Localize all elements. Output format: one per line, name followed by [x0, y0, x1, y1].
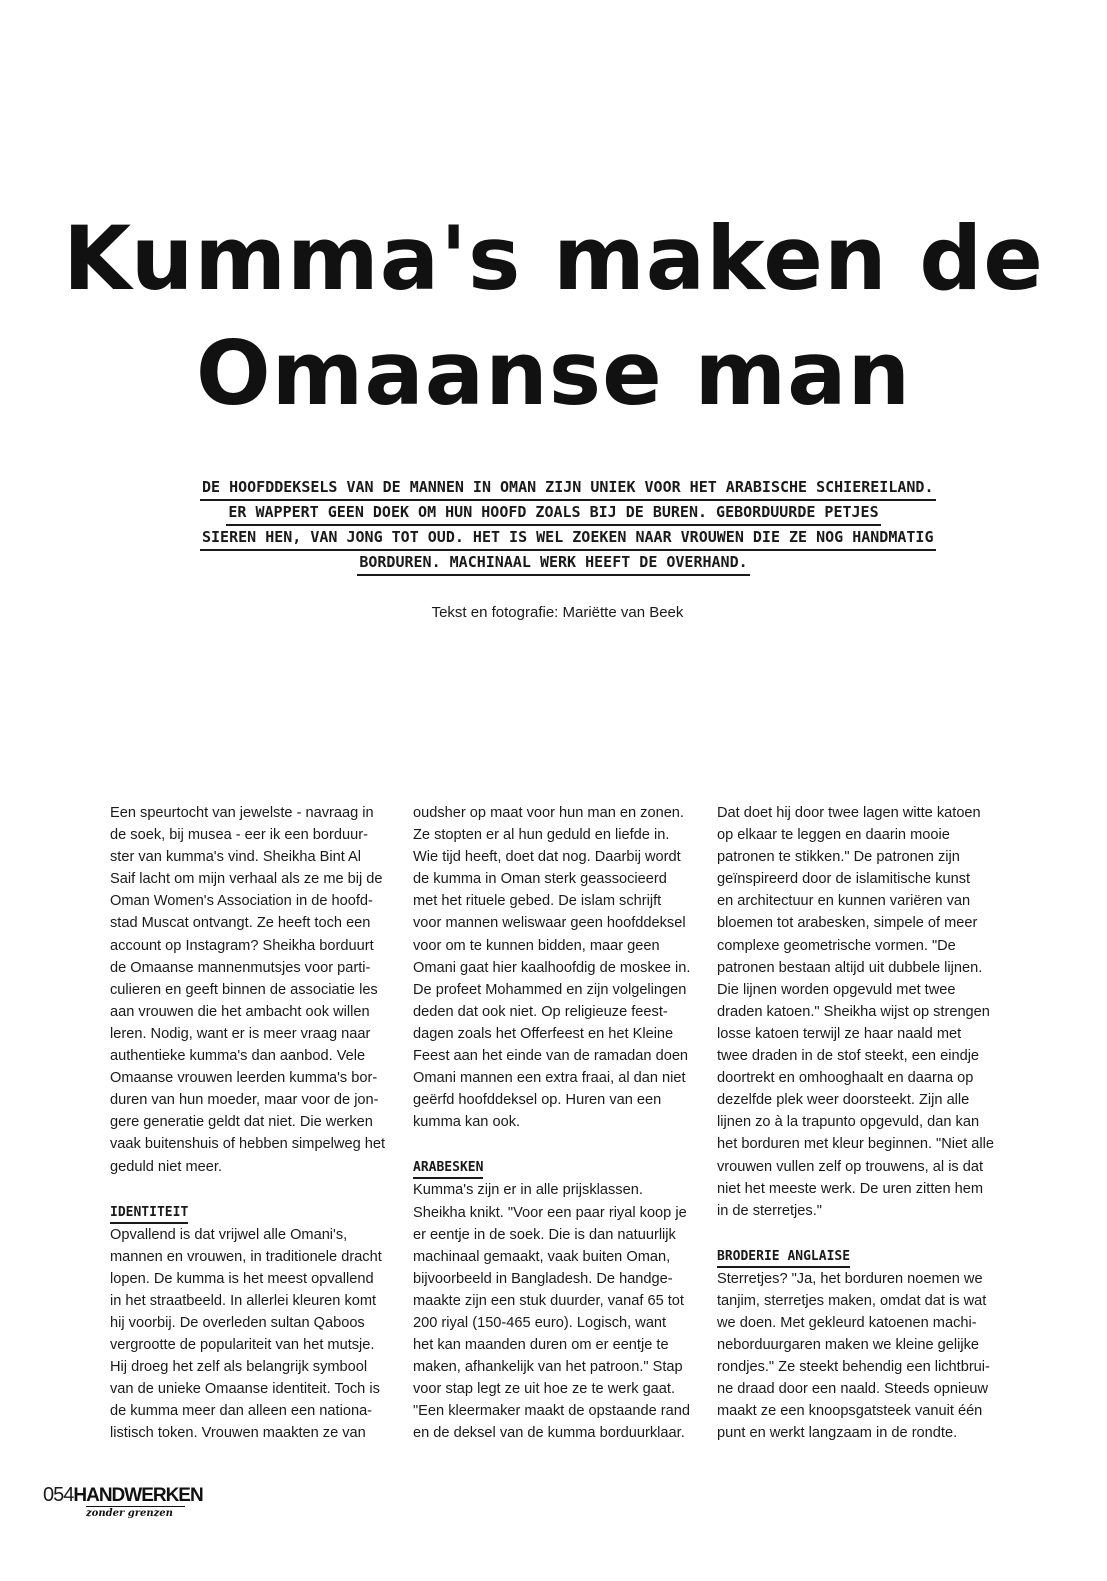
section-heading: IDENTITEIT: [110, 1203, 188, 1224]
text-line: lijnen zo à la trapunto opgevuld, dan kan: [717, 1114, 980, 1131]
text-line: ster van kumma's vind. Sheikha Bint Al: [110, 849, 361, 866]
text-line: Opvallend is dat vrijwel alle Omani's,: [110, 1226, 348, 1243]
text-line: Wie tijd heeft, doet dat nog. Daarbij wordt: [413, 849, 681, 866]
text-line: kumma kan ook.: [413, 1114, 521, 1131]
text-column-2: [413, 802, 698, 1445]
text-line: patronen bestaan altijd uit dubbele lijnen.: [717, 959, 983, 976]
text-line: Omani gaat hier kaalhoofdig de moskee in.: [413, 959, 691, 976]
text-line: Feest aan het einde van de ramadan doen: [413, 1048, 689, 1065]
lead-line: BORDUREN. MACHINAAL WERK HEEFT DE OVERHAND.: [357, 551, 749, 576]
text-line: geërfd hoofddeksel op. Huren van een: [413, 1092, 662, 1109]
text-line: vrouwen vullen zelf op trouwens, al is dat: [717, 1158, 984, 1175]
text-line: het borduren met kleur beginnen. "Niet alle: [717, 1136, 994, 1153]
text-line: aan vrouwen die het ambacht ook willen: [110, 1003, 370, 1020]
magazine-brand: HANDWERKEN: [73, 1485, 203, 1506]
text-line: Hij droeg het zelf als belangrijk symbool: [110, 1359, 368, 1376]
article-title-line-2: Omaanse man: [195, 322, 912, 425]
text-line: voor om te kunnen bidden, maar geen: [413, 937, 660, 954]
text-line: doortrekt en omhooghaalt en daarna op: [717, 1070, 974, 1087]
lead-line: DE HOOFDDEKSELS VAN DE MANNEN IN OMAN ZIJN UNIEK VOOR HET ARABISCHE SCHIEREILAND.: [200, 476, 936, 501]
text-line: maakt ze een knoopsgatsteek vanuit één: [717, 1403, 983, 1420]
section-heading: ARABESKEN: [413, 1158, 483, 1179]
text-line: complexe geometrische vormen. "De: [717, 937, 956, 954]
text-line: ne draad door een naald. Steeds opnieuw: [717, 1381, 989, 1398]
text-line: tanjim, sterretjes maken, omdat dat is wat: [717, 1292, 987, 1309]
text-line: Die lijnen worden opgevuld met twee: [717, 981, 956, 998]
lead-paragraph: [200, 476, 934, 576]
lead-line: SIEREN HEN, VAN JONG TOT OUD. HET IS WEL ZOEKEN NAAR VROUWEN DIE ZE NOG HANDMATIG: [200, 526, 936, 551]
text-line: en de deksel van de kumma borduurklaar.: [413, 1425, 685, 1442]
text-line: bijvoorbeeld in Bangladesh. De handge-: [413, 1270, 673, 1287]
article-title-line-1: Kumma's maken de: [63, 207, 1044, 310]
text-column-3: [717, 802, 1002, 1445]
text-line: van de unieke Omaanse identiteit. Toch is: [110, 1381, 380, 1398]
paragraph: [110, 802, 395, 1178]
text-line: leren. Nodig, want er is meer vraag naar: [110, 1025, 371, 1042]
text-line: we doen. Met gekleurd katoenen machi-: [717, 1314, 977, 1331]
text-line: de soek, bij musea - eer ik een borduur-: [110, 827, 368, 844]
text-line: culieren en geeft binnen de associatie les: [110, 981, 378, 998]
text-line: listisch token. Vrouwen maakten ze van: [110, 1425, 366, 1442]
text-line: "Een kleermaker maakt de opstaande rand: [413, 1403, 690, 1420]
text-line: op elkaar te leggen en daarin mooie: [717, 827, 950, 844]
text-line: De profeet Mohammed en zijn volgelingen: [413, 981, 687, 998]
text-line: hij voorbij. De overleden sultan Qaboos: [110, 1314, 365, 1331]
text-line: gere generatie geldt dat niet. Die werken: [110, 1114, 373, 1131]
lead-line: ER WAPPERT GEEN DOEK OM HUN HOOFD ZOALS BIJ DE BUREN. GEBORDUURDE PETJES: [226, 501, 880, 526]
page-number: 054: [43, 1484, 74, 1506]
text-line: het kan maanden duren om er eentje te: [413, 1337, 669, 1354]
text-line: Oman Women's Association in de hoofd-: [110, 893, 373, 910]
text-line: niet het meeste werk. De uren zitten hem: [717, 1180, 984, 1197]
magazine-tagline: zonder grenzen: [86, 1506, 185, 1520]
paragraph: [717, 1268, 1002, 1445]
text-line: voor stap legt ze uit hoe ze te werk gaat.: [413, 1381, 676, 1398]
text-line: mannen en vrouwen, in traditionele dracht: [110, 1248, 382, 1265]
text-line: voor mannen weliswaar geen hoofddeksel: [413, 915, 686, 932]
text-line: authentieke kumma's dan aanbod. Vele: [110, 1048, 366, 1065]
text-line: maken, afhankelijk van het patroon." Stap: [413, 1359, 683, 1376]
text-line: en architectuur en kunnen variëren van: [717, 893, 971, 910]
text-line: duren van hun moeder, maar voor de jon-: [110, 1092, 379, 1109]
text-line: lopen. De kumma is het meest opvallend: [110, 1270, 374, 1287]
text-line: geïnspireerd door de islamitische kunst: [717, 871, 971, 888]
text-line: rondjes." Ze steekt behendig een lichtbrui-: [717, 1359, 990, 1376]
text-line: neborduurgaren maken we kleine gelijke: [717, 1337, 980, 1354]
text-line: deden dat ook niet. Op religieuze feest-: [413, 1003, 668, 1020]
text-line: de kumma in Oman sterk geassocieerd: [413, 871, 667, 888]
text-line: de kumma meer dan alleen een nationa-: [110, 1403, 373, 1420]
text-line: oudsher op maat voor hun man en zonen.: [413, 805, 684, 821]
text-line: Een speurtocht van jewelste - navraag in: [110, 805, 374, 821]
text-line: in het straatbeeld. In allerlei kleuren komt: [110, 1292, 377, 1309]
text-line: in de sterretjes.": [717, 1202, 822, 1219]
text-line: Omani mannen een extra fraai, al dan niet: [413, 1070, 686, 1087]
text-line: stad Muscat ontvangt. Ze heeft toch een: [110, 915, 371, 932]
text-column-1: [110, 802, 395, 1445]
text-line: dagen zoals het Offerfeest en het Kleine: [413, 1025, 674, 1042]
text-line: vaak buitenshuis of hebben simpelweg het: [110, 1136, 386, 1153]
text-line: patronen te stikken." De patronen zijn: [717, 849, 960, 866]
text-line: losse katoen terwijl ze haar naald met: [717, 1025, 962, 1042]
text-line: account op Instagram? Sheikha borduurt: [110, 937, 374, 954]
text-line: Ze stopten er al hun geduld en liefde in.: [413, 827, 670, 844]
text-line: 200 riyal (150-465 euro). Logisch, want: [413, 1314, 667, 1331]
text-line: vergrootte de populariteit van het mutsje.: [110, 1337, 375, 1354]
text-line: twee draden in de stof steekt, een eindje: [717, 1048, 980, 1065]
text-line: met het rituele gebed. De islam schrijft: [413, 893, 662, 910]
text-line: punt en werkt langzaam in de rondte.: [717, 1425, 958, 1442]
paragraph: [110, 1224, 395, 1445]
text-line: draden katoen." Sheikha wijst op strengen: [717, 1003, 990, 1020]
text-line: Kumma's zijn er in alle prijsklassen.: [413, 1182, 643, 1199]
text-line: dezelfde plek weer doorsteekt. Zijn alle: [717, 1092, 970, 1109]
paragraph: [413, 802, 698, 1133]
paragraph: [717, 802, 1002, 1222]
text-line: Saif lacht om mijn verhaal als ze me bij de: [110, 871, 383, 888]
text-line: er eentje in de soek. Die is dan natuurlijk: [413, 1226, 676, 1243]
text-line: maakte zijn een stuk duurder, vanaf 65 tot: [413, 1292, 684, 1309]
text-line: Dat doet hij door twee lagen witte katoen: [717, 805, 981, 821]
text-line: bloemen tot arabesken, simpele of meer: [717, 915, 978, 932]
paragraph: [413, 1179, 698, 1444]
author-credit: Tekst en fotografie: Mariëtte van Beek: [431, 604, 684, 621]
text-line: Omaanse vrouwen leerden kumma's bor-: [110, 1070, 378, 1087]
text-line: machinaal gemaakt, vaak buiten Oman,: [413, 1248, 671, 1265]
text-line: Sterretjes? "Ja, het borduren noemen we: [717, 1270, 983, 1287]
page-footer: [43, 1484, 203, 1507]
text-line: de Omaanse mannenmutsjes voor parti-: [110, 959, 371, 976]
text-line: Sheikha knikt. "Voor een paar riyal koop je: [413, 1204, 687, 1221]
text-line: geduld niet meer.: [110, 1158, 222, 1175]
section-heading: BRODERIE ANGLAISE: [717, 1247, 850, 1268]
